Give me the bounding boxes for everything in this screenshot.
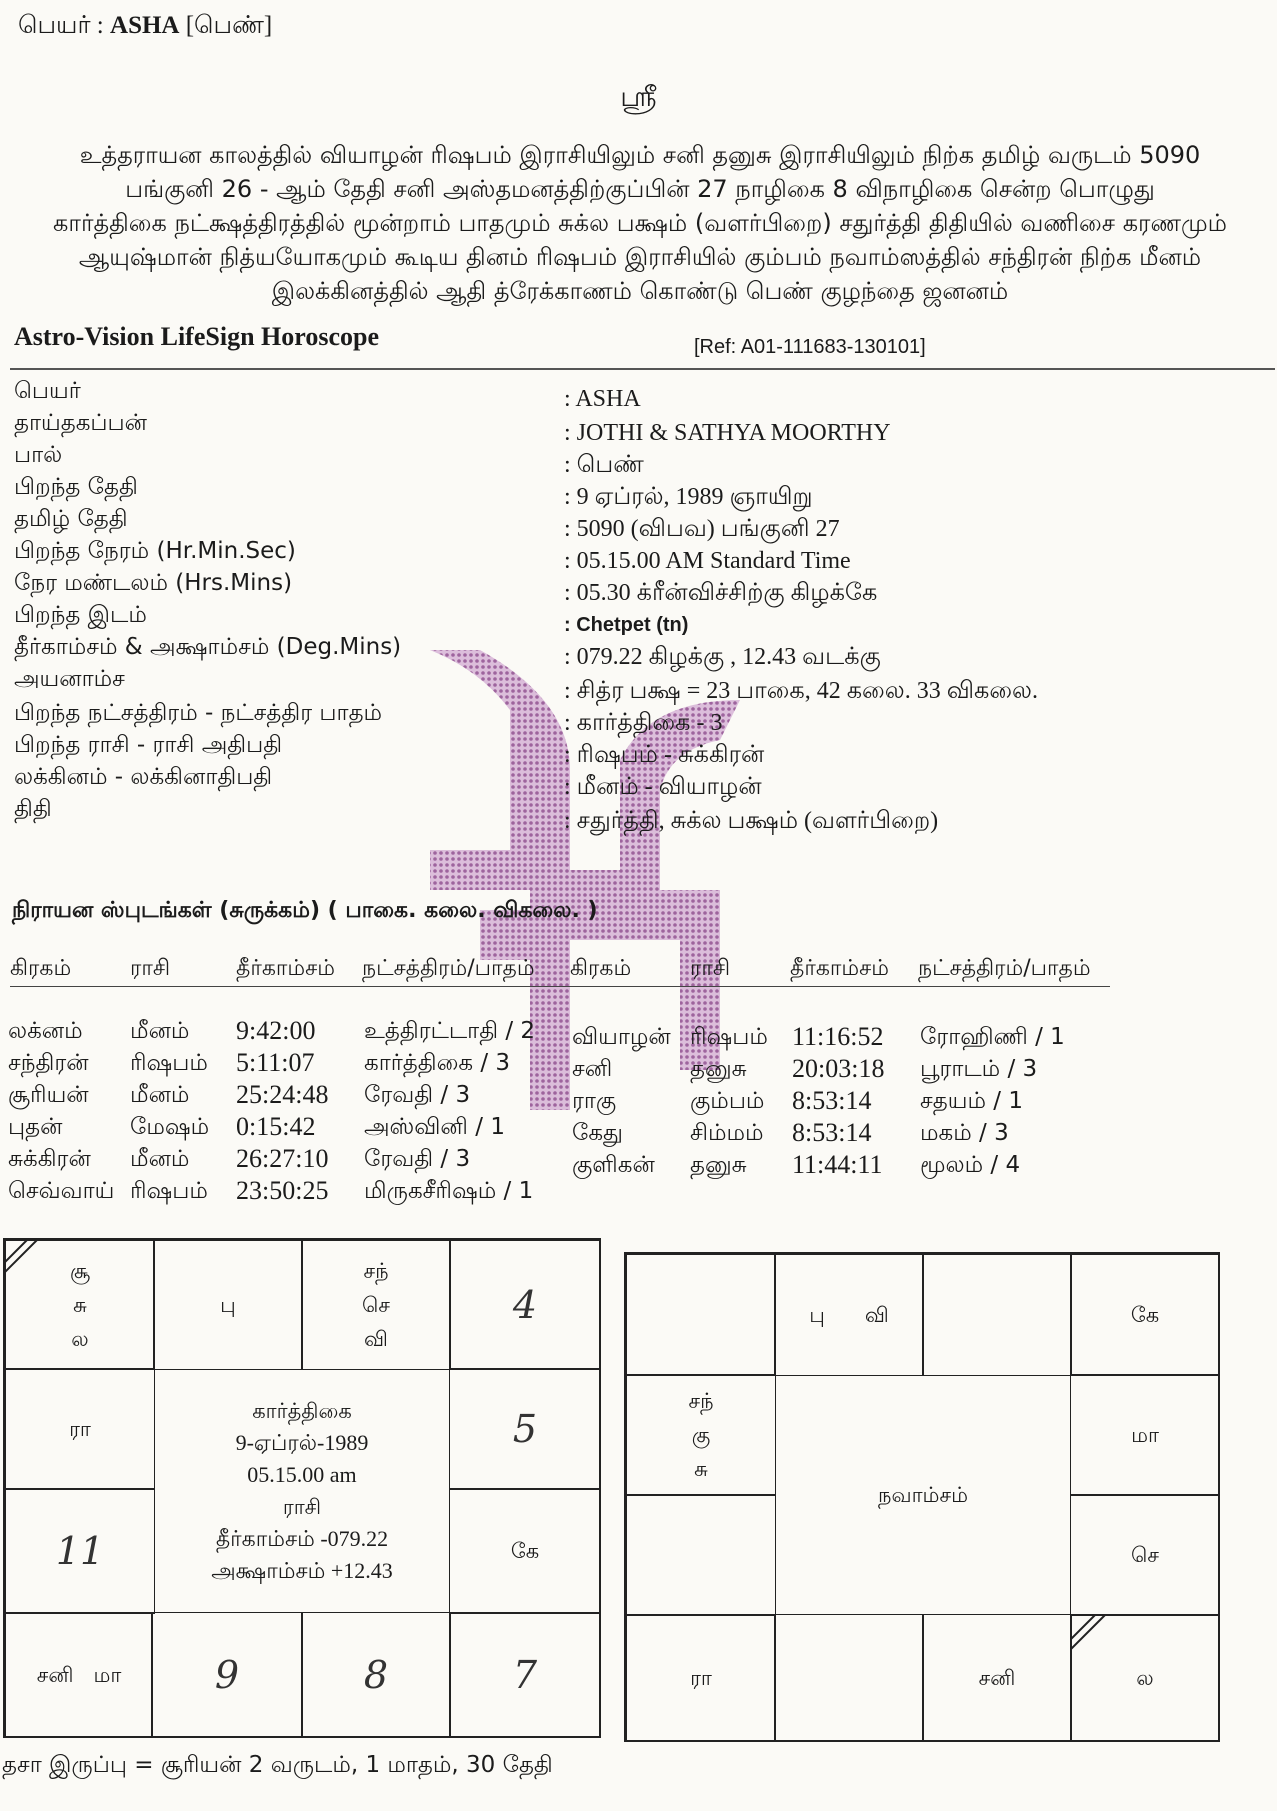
detail-label: தமிழ் தேதி	[14, 506, 128, 532]
para-line: இலக்கினத்தில் ஆதி த்ரேக்காணம் கொண்டு பெண் குழந்தை ஜனனம்	[271, 277, 1009, 305]
planet-degree: 20:03:18	[792, 1054, 885, 1083]
planet-star: ரோஹிணி / 1	[920, 1024, 1065, 1050]
para-line: ஆயுஷ்மான் நித்யயோகமும் கூடிய தினம் ரிஷபம் இராசியில் கும்பம் நவாம்ஸத்தில் சந்திரன் நிற்க மீனம்	[78, 243, 1202, 271]
rasi-house-2	[301, 1240, 451, 1370]
planet-abbr: செ	[1131, 1543, 1159, 1567]
planet-name: சுக்கிரன்	[8, 1146, 91, 1172]
rasi-house-3	[449, 1240, 601, 1370]
section-title: நிராயன ஸ்புடங்கள் (சுருக்கம்) ( பாகை. கலை. விகலை. )	[12, 898, 598, 923]
name-value: ASHA	[110, 12, 180, 39]
planet-name: சூரியன்	[8, 1082, 89, 1108]
detail-value: : Chetpet (tn)	[564, 614, 689, 636]
planet-abbr: சந்	[688, 1389, 714, 1413]
para-line: பங்குனி 26 - ஆம் தேதி சனி அஸ்தமனத்திற்குப்பின் 27 நாழிகை 8 விநாழிகை சென்ற பொழுது	[125, 175, 1155, 203]
navamsa-house-1	[774, 1254, 924, 1376]
rasi-center	[155, 1370, 449, 1612]
planet-name: சனி	[572, 1056, 613, 1082]
detail-value: : 079.22 கிழக்கு , 12.43 வடக்கு	[564, 644, 881, 670]
col-header: ராசி	[130, 956, 171, 981]
center-line: தீர்காம்சம் -079.22	[215, 1526, 389, 1551]
table-header-rule	[10, 986, 1110, 987]
ref-number: [Ref: A01-111683-130101]	[694, 336, 926, 358]
planet-rasi: தனுசு	[690, 1056, 747, 1082]
planet-rasi: மீனம்	[130, 1146, 190, 1172]
rasi-house-8	[151, 1612, 303, 1738]
planet-degree: 26:27:10	[236, 1144, 329, 1173]
detail-label: பிறந்த இடம்	[14, 602, 147, 628]
planet-abbr: வி	[364, 1327, 388, 1351]
navamsa-house-3	[1070, 1254, 1220, 1376]
house-number: 8	[363, 1653, 389, 1697]
navamsa-house-5	[1070, 1494, 1220, 1616]
planet-abbr: கே	[1130, 1303, 1160, 1327]
navamsa-house-7	[922, 1614, 1072, 1742]
rasi-house-6	[449, 1612, 601, 1738]
detail-value: : 5090 (விபவ) பங்குனி 27	[564, 516, 840, 542]
rasi-house-4	[449, 1368, 601, 1490]
detail-value: : மீனம் - வியாழன்	[564, 774, 762, 800]
navamsa-center: நவாம்சம்	[878, 1483, 968, 1507]
rasi-house-12	[5, 1240, 155, 1370]
dasa-balance: தசா இருப்பு = சூரியன் 2 வருடம், 1 மாதம், 30 தேதி	[2, 1752, 553, 1778]
planet-rasi: ரிஷபம்	[130, 1178, 208, 1204]
detail-label: தாய்தகப்பன்	[14, 410, 147, 436]
center-line: அக்ஷாம்சம் +12.43	[211, 1558, 393, 1583]
planet-abbr: சனி	[978, 1666, 1016, 1690]
planet-degree: 23:50:25	[236, 1176, 329, 1205]
planet-abbr: கு	[691, 1423, 711, 1447]
detail-label: அயனாம்ச	[14, 666, 125, 692]
name-label: பெயர் :	[18, 12, 111, 39]
detail-value: : கார்த்திகை - 3	[564, 710, 723, 736]
navamsa-house-2	[922, 1254, 1072, 1376]
planet-abbr: ரா	[690, 1666, 712, 1690]
detail-label: பால்	[14, 442, 63, 468]
brand-title: Astro-Vision LifeSign Horoscope	[14, 322, 379, 351]
rasi-house-5	[449, 1488, 601, 1614]
gender-value: [பெண்]	[185, 12, 273, 39]
planet-abbr: மா	[1131, 1423, 1159, 1447]
navamsa-house-12	[626, 1254, 776, 1376]
planet-abbr: பு	[809, 1303, 825, 1327]
planet-abbr: ல	[1136, 1666, 1154, 1690]
planet-rasi: மீனம்	[130, 1082, 190, 1108]
planet-abbr: சு	[694, 1457, 708, 1481]
center-line: 05.15.00 am	[247, 1462, 357, 1487]
planet-name: செவ்வாய்	[8, 1178, 115, 1204]
planet-name: வியாழன்	[572, 1024, 671, 1050]
planet-star: மிருகசீரிஷம் / 1	[364, 1178, 534, 1204]
planet-rasi: ரிஷபம்	[130, 1050, 208, 1076]
planet-rasi: கும்பம்	[690, 1088, 765, 1114]
sri-mark: ஸ்ரீ	[620, 80, 657, 113]
planet-star: மூலம் / 4	[920, 1152, 1021, 1178]
planet-name: கேது	[572, 1120, 623, 1146]
detail-label: பிறந்த ராசி - ராசி அதிபதி	[14, 732, 283, 758]
col-header: கிரகம்	[10, 956, 72, 981]
planet-abbr: ல	[71, 1327, 89, 1351]
rasi-house-11	[5, 1368, 155, 1490]
planet-star: அஸ்வினி / 1	[364, 1114, 505, 1140]
detail-label: லக்கினம் - லக்கினாதிபதி	[14, 764, 273, 790]
planet-abbr: சனி	[36, 1663, 74, 1687]
planet-star: கார்த்திகை / 3	[364, 1050, 511, 1076]
navamsa-chart	[624, 1252, 1220, 1742]
navamsa-house-8	[774, 1614, 924, 1742]
col-header: தீர்காம்சம்	[236, 956, 335, 981]
planet-abbr: வி	[864, 1303, 889, 1327]
planet-rasi: சிம்மம்	[690, 1120, 764, 1146]
planet-name: குளிகன்	[572, 1152, 655, 1178]
planet-degree: 11:16:52	[792, 1022, 884, 1051]
intro-paragraph	[20, 138, 1260, 308]
detail-label: பிறந்த நட்சத்திரம் - நட்சத்திர பாதம்	[14, 700, 383, 726]
house-number: 9	[214, 1653, 240, 1697]
col-header: கிரகம்	[570, 956, 632, 981]
planet-abbr: மா	[93, 1663, 122, 1687]
rasi-house-1	[153, 1240, 303, 1370]
house-number: 4	[512, 1283, 538, 1327]
planet-degree: 0:15:42	[236, 1112, 316, 1141]
rasi-house-10	[5, 1488, 155, 1614]
planet-degree: 5:11:07	[236, 1048, 315, 1077]
divider	[10, 368, 1275, 370]
chart-corner-mark	[1070, 1614, 1110, 1654]
detail-value: : 05.30 க்ரீன்விச்சிற்கு கிழக்கே	[564, 580, 878, 606]
planet-rasi: மீனம்	[130, 1018, 190, 1044]
planet-degree: 9:42:00	[236, 1016, 316, 1045]
planet-star: சதயம் / 1	[920, 1088, 1023, 1114]
planet-abbr: சு	[73, 1293, 87, 1317]
detail-value: : JOTHI & SATHYA MOORTHY	[564, 420, 891, 446]
planet-star: பூராடம் / 3	[920, 1056, 1038, 1082]
navamsa-house-9	[626, 1614, 776, 1742]
planet-name: ராகு	[572, 1088, 617, 1114]
house-number: 7	[512, 1653, 538, 1697]
planet-abbr: சந்	[363, 1259, 389, 1283]
navamsa-house-4	[1070, 1374, 1220, 1496]
detail-value: : ASHA	[564, 386, 641, 412]
detail-label: பிறந்த நேரம் (Hr.Min.Sec)	[14, 538, 296, 564]
planet-star: மகம் / 3	[920, 1120, 1009, 1146]
planet-rasi: ரிஷபம்	[690, 1024, 768, 1050]
planet-rasi: தனுசு	[690, 1152, 747, 1178]
planet-abbr: ரா	[69, 1417, 91, 1441]
col-header: நட்சத்திரம்/பாதம்	[918, 956, 1091, 981]
detail-value: : சித்ர பக்ஷ = 23 பாகை, 42 கலை. 33 விகலை.	[564, 678, 1038, 704]
planet-degree: 8:53:14	[792, 1118, 872, 1147]
planet-name: சந்திரன்	[8, 1050, 89, 1076]
planet-abbr: பு	[220, 1293, 236, 1317]
detail-label: திதி	[14, 796, 52, 822]
house-number: 5	[512, 1407, 538, 1451]
detail-label: தீர்காம்சம் & அக்ஷாம்சம் (Deg.Mins)	[14, 634, 402, 660]
name-header	[18, 12, 272, 43]
detail-value: : பெண்	[564, 452, 644, 478]
planet-star: ரேவதி / 3	[364, 1082, 471, 1108]
detail-value: : ரிஷபம் - சுக்கிரன்	[564, 742, 765, 768]
rasi-chart	[3, 1238, 601, 1738]
col-header: ராசி	[690, 956, 731, 981]
navamsa-house-11	[626, 1374, 776, 1496]
para-line: கார்த்திகை நட்க்ஷத்திரத்தில் மூன்றாம் பாதமும் சுக்ல பக்ஷம் (வளர்பிறை) சதுர்த்தி திதியில் வணிசை கரணமும்	[53, 209, 1227, 237]
house-number: 11	[55, 1529, 105, 1573]
center-line: 9-ஏப்ரல்-1989	[235, 1430, 369, 1455]
planet-star: உத்திரட்டாதி / 2	[364, 1018, 536, 1044]
detail-label: பிறந்த தேதி	[14, 474, 138, 500]
detail-label: நேர மண்டலம் (Hrs.Mins)	[14, 570, 293, 596]
planet-degree: 11:44:11	[792, 1150, 883, 1179]
planet-name: லக்னம்	[8, 1018, 83, 1044]
detail-value: : 9 ஏப்ரல், 1989 ஞாயிறு	[564, 484, 813, 510]
rasi-house-9	[5, 1612, 153, 1738]
rasi-house-7	[301, 1612, 451, 1738]
planet-abbr: செ	[362, 1293, 390, 1317]
planet-degree: 8:53:14	[792, 1086, 872, 1115]
col-header: தீர்காம்சம்	[790, 956, 889, 981]
navamsa-house-10	[626, 1494, 776, 1616]
planet-rasi: மேஷம்	[130, 1114, 210, 1140]
center-line: ராசி	[282, 1495, 322, 1519]
planet-abbr: கே	[510, 1539, 540, 1563]
planet-abbr: சூ	[69, 1259, 91, 1283]
para-line: உத்தராயன காலத்தில் வியாழன் ரிஷபம் இராசியிலும் சனி தனுசு இராசியிலும் நிற்க தமிழ் வருடம் 5090	[79, 141, 1201, 169]
detail-value: : 05.15.00 AM Standard Time	[564, 548, 851, 574]
center-line: கார்த்திகை	[252, 1399, 352, 1423]
detail-value: : சதுர்த்தி, சுக்ல பக்ஷம் (வளர்பிறை)	[564, 808, 939, 834]
col-header: நட்சத்திரம்/பாதம்	[362, 956, 535, 981]
detail-label: பெயர்	[14, 378, 81, 404]
planet-degree: 25:24:48	[236, 1080, 329, 1109]
planet-name: புதன்	[8, 1114, 63, 1140]
planet-star: ரேவதி / 3	[364, 1146, 471, 1172]
